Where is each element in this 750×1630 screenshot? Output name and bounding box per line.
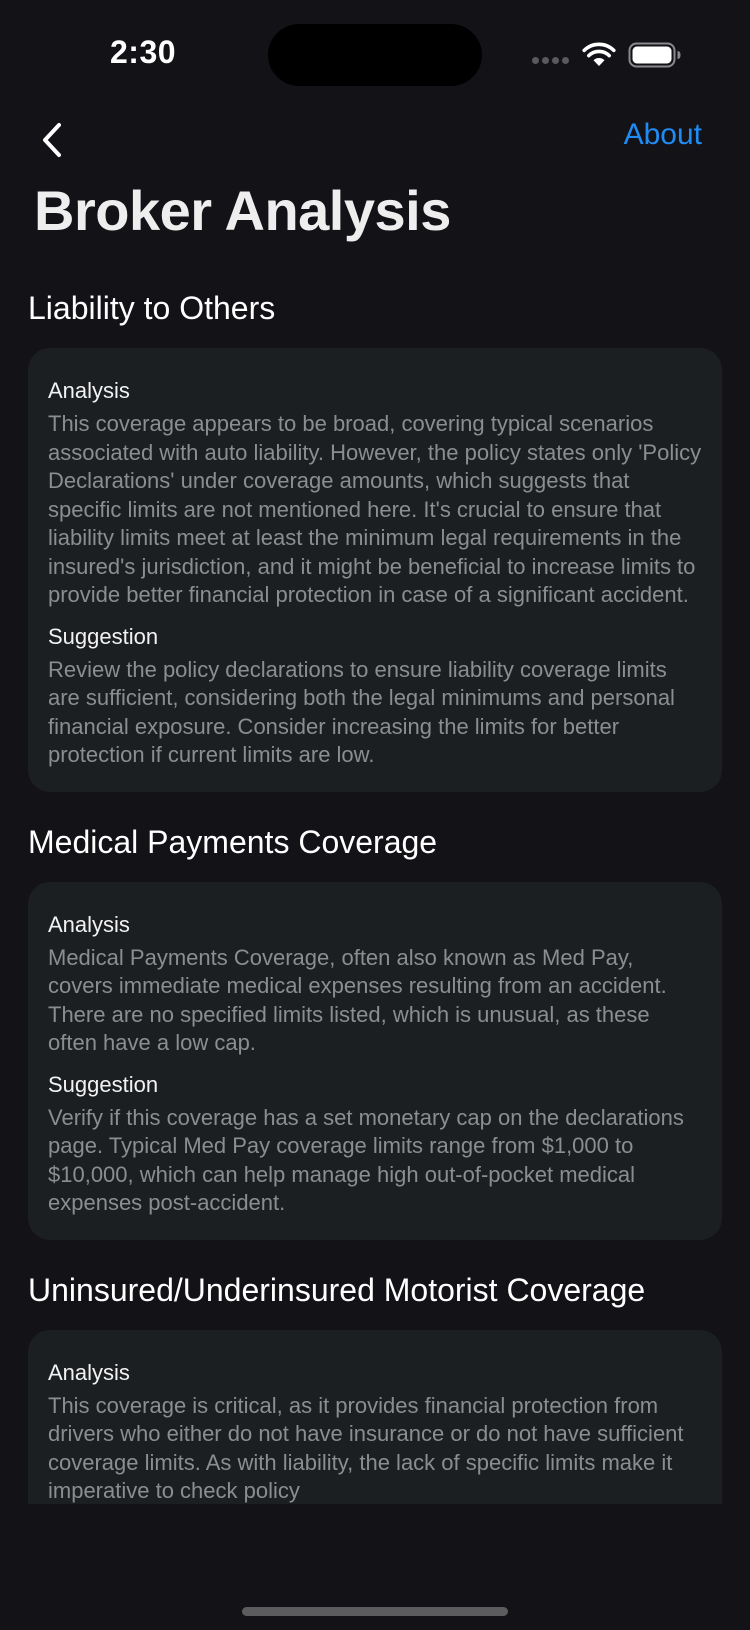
cellular-signal-icon bbox=[532, 57, 569, 64]
analysis-card bbox=[28, 348, 722, 792]
suggestion-text: Verify if this coverage has a set monetary cap on the declarations page. Typical Med Pay coverage limits range from $1,000 to $10,000, which can help manage high out-of-pocket medical expenses post-accident. bbox=[48, 1104, 684, 1215]
analysis-text: This coverage appears to be broad, covering typical scenarios associated with auto liability. However, the policy states only 'Policy Declarations' under coverage amounts, which suggests that specific limits are not mentioned here. It's crucial to ensure that liability limits meet at least the minimum legal requirements in the insured's jurisdiction, and it might be beneficial to increase limits to provide better financial protection in case of a significant accident. bbox=[48, 411, 702, 607]
wifi-icon bbox=[582, 42, 616, 68]
back-button[interactable] bbox=[32, 114, 72, 166]
section-title: Liability to Others bbox=[28, 290, 276, 326]
analysis-label: Analysis bbox=[48, 378, 130, 403]
suggestion-label: Suggestion bbox=[48, 1071, 159, 1097]
analysis-text: This coverage is critical, as it provides financial protection from drivers who either do not have insurance or do not have sufficient coverage limits. As with liability, the lack of specific limits make it imperative to check policy bbox=[48, 1392, 684, 1503]
home-indicator[interactable] bbox=[242, 1607, 508, 1616]
chevron-left-icon bbox=[41, 122, 63, 158]
analysis-card bbox=[28, 1330, 722, 1505]
suggestion-label: Suggestion bbox=[48, 623, 159, 649]
status-time: 2:30 bbox=[110, 34, 177, 70]
battery-icon bbox=[628, 42, 682, 68]
section-liability-to-others bbox=[28, 280, 722, 792]
about-button[interactable]: About bbox=[623, 118, 702, 151]
analysis-scroll-view[interactable] bbox=[0, 280, 750, 1504]
section-title: Uninsured/Underinsured Motorist Coverage bbox=[28, 1271, 646, 1308]
dynamic-island bbox=[268, 24, 482, 86]
section-title: Medical Payments Coverage bbox=[28, 823, 438, 860]
navigation-bar bbox=[0, 110, 750, 180]
analysis-text: Medical Payments Coverage, often also known as Med Pay, covers immediate medical expenses resulting from an accident. There are no specified limits listed, which is unusual, as these often have a low cap. bbox=[48, 944, 667, 1055]
analysis-card bbox=[28, 882, 722, 1240]
analysis-label: Analysis bbox=[48, 911, 130, 937]
analysis-label: Analysis bbox=[48, 1359, 130, 1385]
section-uninsured-motorist-coverage bbox=[28, 1262, 722, 1505]
suggestion-text: Review the policy declarations to ensure liability coverage limits are sufficient, considering both the legal minimums and personal financial exposure. Consider increasing the limits for better protection if current limits are low. bbox=[48, 656, 675, 767]
status-bar bbox=[0, 0, 750, 110]
section-medical-payments-coverage bbox=[28, 814, 722, 1240]
page-title: Broker Analysis bbox=[34, 179, 451, 242]
